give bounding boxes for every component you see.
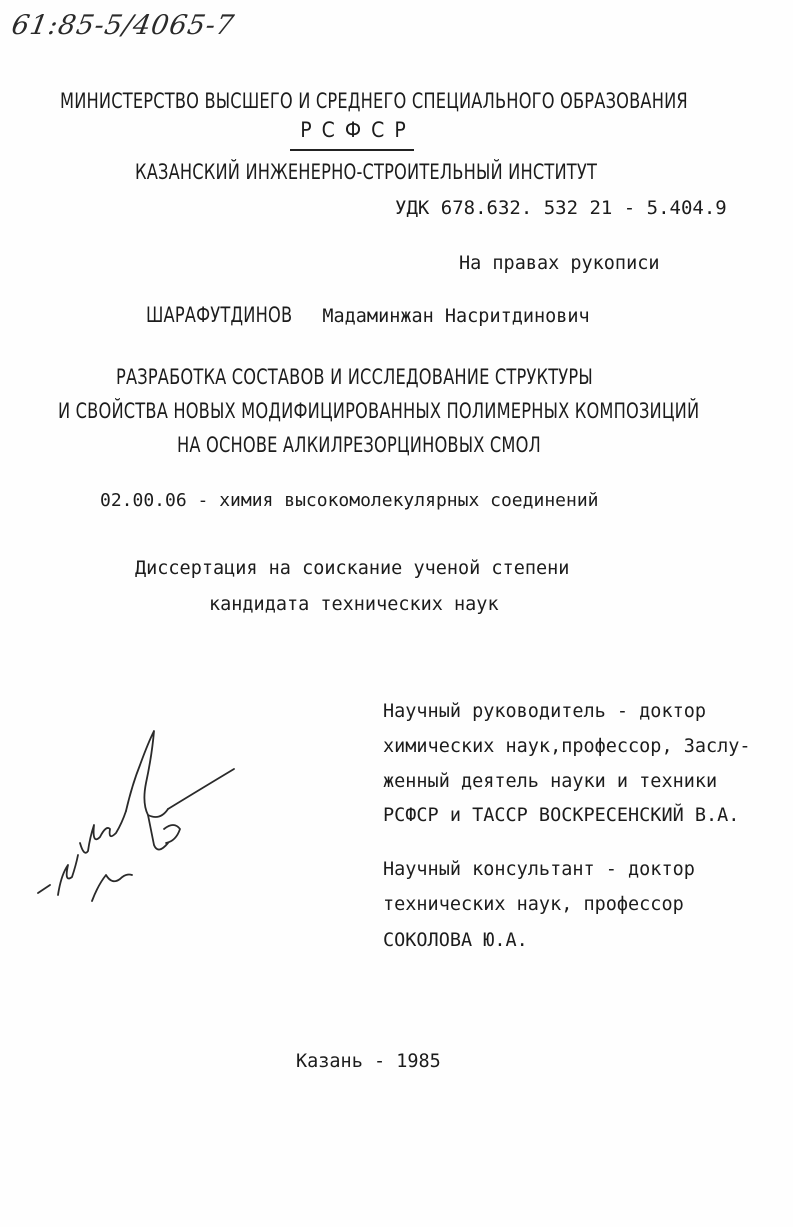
consultant-line-3: СОКОЛОВА Ю.А. xyxy=(383,930,528,951)
supervisor-line-1: Научный руководитель - доктор xyxy=(383,701,707,722)
republic-abbreviation: Р С Ф С Р xyxy=(300,118,408,142)
institute-heading: КАЗАНСКИЙ ИНЖЕНЕРНО-СТРОИТЕЛЬНЫЙ ИНСТИТУТ xyxy=(135,160,598,184)
udk-code: УДК 678.632. 532 21 - 5.404.9 xyxy=(395,197,727,219)
degree-line-2: кандидата технических наук xyxy=(209,594,499,615)
title-line-2: И СВОЙСТВА НОВЫХ МОДИФИЦИРОВАННЫХ ПОЛИМЕРНЫХ КОМПОЗИЦИЙ xyxy=(58,399,700,423)
degree-line-1: Диссертация на соискание ученой степени xyxy=(135,558,570,579)
title-line-3: НА ОСНОВЕ АЛКИЛРЕЗОРЦИНОВЫХ СМОЛ xyxy=(177,433,541,457)
supervisor-line-4: РСФСР и ТАССР ВОСКРЕСЕНСКИЙ В.А. xyxy=(383,805,740,826)
author-name xyxy=(146,303,590,329)
specialty-code: 02.00.06 - химия высокомолекулярных соединений xyxy=(100,490,599,511)
author-given-names: Мадаминжан Насритдинович xyxy=(322,306,590,327)
place-and-year: Казань - 1985 xyxy=(296,1051,441,1072)
author-surname: ШАРАФУТДИНОВ xyxy=(146,303,293,327)
consultant-line-1: Научный консультант - доктор xyxy=(383,859,695,880)
consultant-line-2: технических наук, профессор xyxy=(383,894,684,915)
supervisor-line-2: химических наук,профессор, Заслу- xyxy=(383,736,751,757)
republic-underline xyxy=(290,149,414,151)
handwritten-signature xyxy=(28,725,258,915)
ministry-heading: МИНИСТЕРСТВО ВЫСШЕГО И СРЕДНЕГО СПЕЦИАЛЬНОГО ОБРАЗОВАНИЯ xyxy=(60,89,688,113)
supervisor-line-3: женный деятель науки и техники xyxy=(383,771,718,792)
manuscript-rights: На правах рукописи xyxy=(459,253,660,274)
title-line-1: РАЗРАБОТКА СОСТАВОВ И ИССЛЕДОВАНИЕ СТРУКТУРЫ xyxy=(116,365,593,389)
archive-handwritten-note: 61:85-5/4065-7 xyxy=(9,10,237,41)
